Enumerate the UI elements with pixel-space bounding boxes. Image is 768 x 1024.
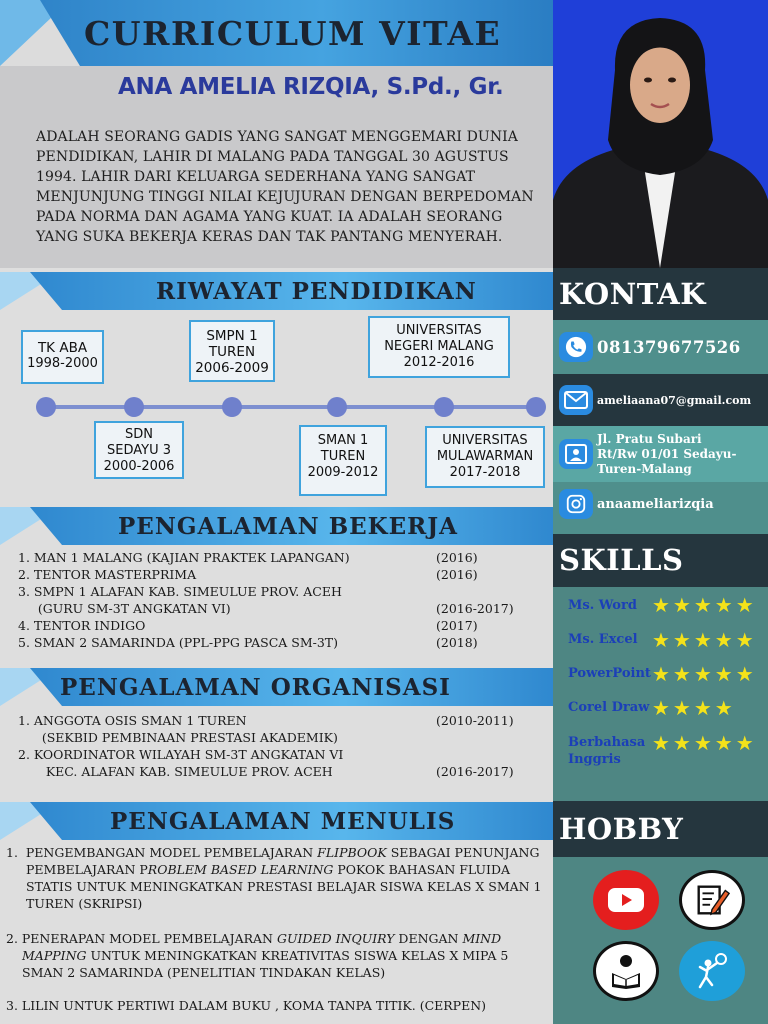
email-icon [559,385,593,415]
timeline-dot [36,397,56,417]
contact-address [553,426,768,482]
skills-panel [553,587,768,801]
work-year: (2016-2017) [436,601,514,616]
page-title: CURRICULUM VITAE [84,14,502,53]
person-silhouette-icon [553,0,768,268]
timeline-dot [222,397,242,417]
contact-email[interactable] [553,374,768,426]
volleyball-icon [679,941,745,1001]
timeline-dot [124,397,144,417]
skill-rating: ★★★★★ [652,731,757,755]
writing-line: 1. PENGEMBANGAN MODEL PEMBELAJARAN FLIPBOOK SEBAGAI PENUNJANG [6,845,540,860]
contact-phone[interactable] [553,320,768,374]
skills-title: SKILLS [553,534,768,587]
school-name: TK ABA [37,340,88,356]
list-item [18,600,548,617]
organization-title: PENGALAMAN ORGANISASI [60,674,451,701]
phone-number: 081379677526 [597,337,741,357]
org-text: 2. KOORDINATOR WILAYAH SM-3T ANGKATAN VI [18,747,344,762]
youtube-icon [593,870,659,930]
hobby-title: HOBBY [553,801,768,857]
timeline-dot [526,397,546,417]
work-text: 3. SMPN 1 ALAFAN KAB. SIMEULUE PROV. ACEH [18,584,342,599]
school-name: SEDAYU 3 [107,443,171,458]
education-item-unmul [425,426,545,488]
about-line: YANG SUKA BEKERJA KERAS DAN TAK PANTANG MENYERAH. [36,229,503,245]
about-line: 1994. LAHIR DARI KELUARGA SEDERHANA YANG SANGAT [36,169,476,185]
contact-spacer [553,526,768,534]
school-years: 2012-2016 [403,355,475,370]
writing-line: SMAN 2 SAMARINDA (PENELITIAN TINDAKAN KELAS) [22,965,386,980]
about-text [36,127,546,247]
email-address: ameliaana07@gmail.com [597,393,752,407]
skill-rating: ★★★★★ [652,593,757,617]
skill-name [568,734,645,768]
organization-list [18,712,548,780]
skill-rating: ★★★★★ [652,628,757,652]
list-item [18,634,548,651]
organization-header [0,668,553,706]
list-item [18,566,548,583]
work-header [0,507,553,545]
work-text: 1. MAN 1 MALANG (KAJIAN PRAKTEK LAPANGAN) [18,550,350,565]
writing-icon [679,870,745,930]
education-item-um [368,316,510,378]
writing-line: STATIS UNTUK MENINGKATKAN PRESTASI BELAJAR SISWA KELAS X SMAN 1 [26,879,542,894]
list-item [18,712,548,729]
school-name: SMPN 1 [206,328,258,344]
address-line: Turen-Malang [597,461,692,476]
writing-line: PEMBELAJARAN PROBLEM BASED LEARNING POKOK BAHASAN FLUIDA [26,862,511,877]
list-item [18,617,548,634]
school-name: NEGERI MALANG [384,339,494,354]
timeline-line [44,405,538,409]
writing-item-2 [6,930,546,981]
writing-line: MAPPING UNTUK MENINGKATKAN KREATIVITAS SISWA KELAS X MIPA 5 [22,948,509,963]
writing-item-3: 3. LILIN UNTUK PERTIWI DALAM BUKU , KOMA TANPA TITIK. (CERPEN) [6,998,487,1013]
work-year: (2016) [436,550,478,565]
address-line: Jl. Pratu Subari [597,431,702,446]
skill-name-line: Inggris [568,752,621,767]
skill-name: Ms. Word [568,598,637,613]
timeline-dot [327,397,347,417]
about-line: PADA NORMA DAN AGAMA YANG KUAT. IA ADALAH SEORANG [36,209,503,225]
list-item [18,729,548,746]
skill-rating: ★★★★ [652,696,736,720]
work-text: 5. SMAN 2 SAMARINDA (PPL-PPG PASCA SM-3T) [18,635,339,650]
work-year: (2017) [436,618,478,633]
profile-photo [553,0,768,268]
list-item [18,583,548,600]
skill-name: PowerPoint [568,666,651,681]
education-title: RIWAYAT PENDIDIKAN [156,278,477,305]
list-item [18,549,548,566]
school-years: 2009-2012 [307,465,379,480]
timeline-dot [434,397,454,417]
school-years: 2006-2009 [195,360,269,376]
hobby-panel [553,857,768,1024]
work-title: PENGALAMAN BEKERJA [118,513,459,540]
about-line: ADALAH SEORANG GADIS YANG SANGAT MENGGEMARI DUNIA [36,129,519,145]
address-line: Rt/Rw 01/01 Sedayu- [597,446,737,461]
work-year: (2016) [436,567,478,582]
instagram-icon [559,489,593,519]
school-years: 2017-2018 [449,465,521,480]
reading-icon [593,941,659,1001]
writing-line: 2. PENERAPAN MODEL PEMBELAJARAN GUIDED INQUIRY DENGAN MIND [6,931,502,946]
education-item-tk [21,330,104,384]
school-name: SDN [125,427,153,442]
writing-header [0,802,553,840]
writing-title: PENGALAMAN MENULIS [110,808,456,835]
work-text: 4. TENTOR INDIGO [18,618,146,633]
list-item [18,746,548,763]
org-year: (2010-2011) [436,713,514,728]
skill-name-line: Berbahasa [568,735,646,750]
phone-icon [559,332,593,362]
list-item [18,763,548,780]
org-text: KEC. ALAFAN KAB. SIMEULUE PROV. ACEH [18,764,333,779]
skill-name: Corel Draw [568,700,650,715]
org-text: (SEKBID PEMBINAAN PRESTASI AKADEMIK) [18,730,338,745]
about-line: PENDIDIKAN, LAHIR DI MALANG PADA TANGGAL 30 AGUSTUS [36,149,509,165]
education-item-smp [189,320,275,382]
org-year: (2016-2017) [436,764,514,779]
school-years: 2000-2006 [103,459,175,474]
skill-name: Ms. Excel [568,632,638,647]
school-name: TUREN [208,344,256,360]
instagram-handle: anaameliarizqia [597,496,714,512]
person-name: ANA AMELIA RIZQIA, S.Pd., Gr. [118,74,504,100]
education-item-sd [94,421,184,479]
school-name: UNIVERSITAS [442,433,528,448]
org-text: 1. ANGGOTA OSIS SMAN 1 TUREN [18,713,247,728]
about-line: MENJUNJUNG TINGGI NILAI KEJUJURAN DENGAN BERPEDOMAN [36,189,534,205]
address-text [597,432,736,477]
work-year: (2018) [436,635,478,650]
skill-rating: ★★★★★ [652,662,757,686]
work-text: (GURU SM-3T ANGKATAN VI) [18,601,231,616]
education-header [0,272,553,310]
writing-line: TUREN (SKRIPSI) [26,896,143,911]
school-years: 1998-2000 [27,356,98,371]
school-name: SMAN 1 [317,433,369,448]
writing-item-1 [6,844,546,912]
work-text: 2. TENTOR MASTERPRIMA [18,567,197,582]
school-name: MULAWARMAN [436,449,534,464]
address-book-icon [559,439,593,469]
contact-title: KONTAK [553,268,768,320]
school-name: TUREN [320,449,366,464]
work-list [18,549,548,651]
school-name: UNIVERSITAS [396,323,482,338]
education-item-sma [299,425,387,496]
contact-instagram[interactable] [553,482,768,526]
